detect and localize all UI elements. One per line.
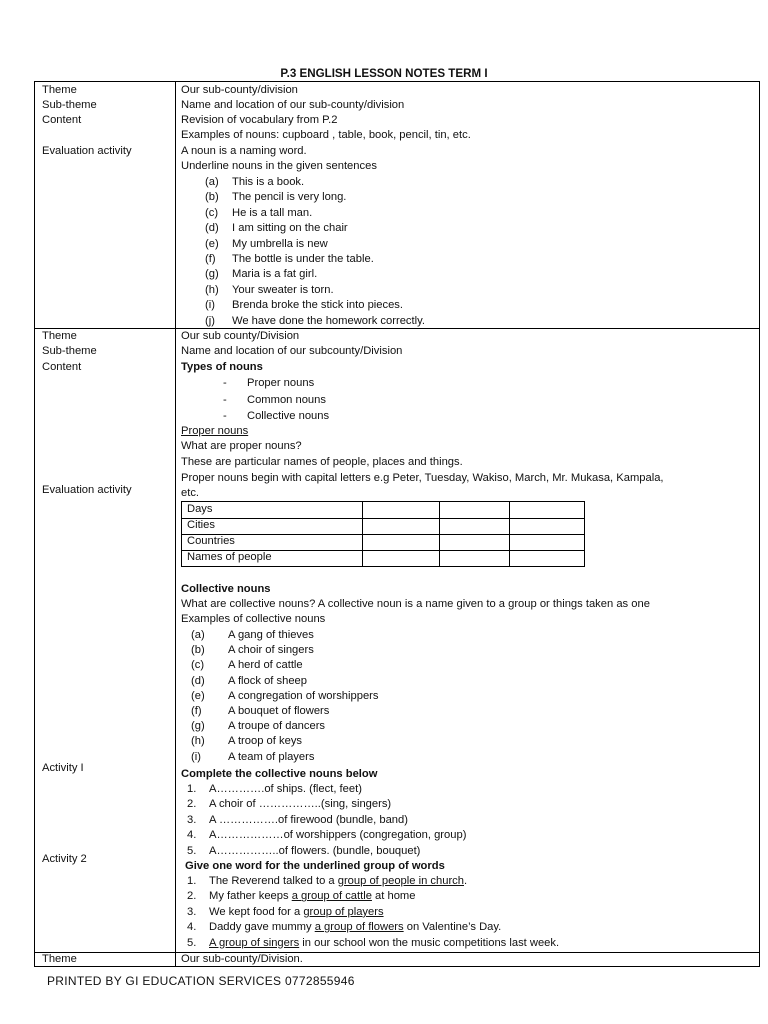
item-number: 3. bbox=[187, 905, 197, 918]
activity-2-item bbox=[187, 905, 384, 920]
proper-nouns-table bbox=[181, 501, 585, 567]
item-marker: (d) bbox=[191, 674, 205, 687]
item-text: A bouquet of flowers bbox=[228, 705, 330, 717]
label-theme: Theme bbox=[42, 84, 77, 96]
subtheme-text: Name and location of our sub-county/division bbox=[181, 99, 405, 111]
item-marker: (g) bbox=[191, 720, 205, 733]
activity-1-item bbox=[187, 797, 391, 812]
item-text: A herd of cattle bbox=[228, 659, 303, 672]
item-text: We have done the homework correctly. bbox=[232, 314, 425, 327]
item-number: 2. bbox=[187, 798, 197, 811]
label-theme: Theme bbox=[42, 330, 77, 342]
sentence-text: The Reverend talked to a bbox=[209, 875, 338, 887]
collective-example bbox=[191, 674, 307, 689]
collective-example bbox=[191, 704, 329, 719]
item-number: 3. bbox=[187, 813, 197, 826]
sentence-text: We kept food for a bbox=[209, 905, 304, 918]
sentence-text: . bbox=[464, 875, 468, 887]
exercise-sentence bbox=[205, 206, 312, 221]
item-number: 1. bbox=[187, 783, 197, 795]
proper-nouns-heading: Proper nouns bbox=[181, 425, 249, 437]
noun-type-item bbox=[205, 393, 326, 408]
label-evaluation-activity: Evaluation activity bbox=[42, 484, 132, 496]
activity-2-item bbox=[187, 920, 501, 935]
item-text: A………………of worshippers (congregation, group) bbox=[209, 829, 467, 842]
activity-2-item bbox=[187, 936, 559, 951]
table-row-divider bbox=[182, 534, 584, 535]
item-marker: (f) bbox=[191, 705, 202, 717]
bullet-dash: - bbox=[223, 377, 227, 389]
noun-type-item bbox=[205, 409, 329, 424]
label-subtheme: Sub-theme bbox=[42, 99, 97, 111]
item-text: The bottle is under the table. bbox=[232, 253, 374, 265]
label-activity-1: Activity I bbox=[42, 762, 84, 774]
item-marker: (e) bbox=[205, 237, 219, 250]
item-text: A troop of keys bbox=[228, 735, 303, 748]
item-marker: (h) bbox=[205, 283, 219, 296]
table-row-label: Days bbox=[187, 503, 213, 515]
activity-1-item bbox=[187, 782, 362, 797]
item-marker: (j) bbox=[205, 314, 215, 327]
examples-text: Examples of nouns: cupboard , table, book, pencil, tin, etc. bbox=[181, 129, 471, 141]
theme-text: Our sub county/Division bbox=[181, 330, 300, 342]
label-content: Content bbox=[42, 361, 82, 373]
activity-1-instruction: Complete the collective nouns below bbox=[181, 768, 378, 780]
collective-example bbox=[191, 750, 314, 765]
label-evaluation-activity: Evaluation activity bbox=[42, 145, 132, 157]
exercise-sentence bbox=[205, 190, 346, 205]
item-text: He is a tall man. bbox=[232, 206, 313, 219]
exercise-sentence bbox=[205, 283, 334, 298]
sentence-text: at home bbox=[371, 890, 416, 903]
activity-1-item bbox=[187, 844, 420, 859]
collective-example bbox=[191, 719, 325, 734]
item-number: 5. bbox=[187, 936, 197, 949]
item-text: My umbrella is new bbox=[232, 237, 328, 250]
underlined-phrase: a group of flowers bbox=[314, 921, 404, 934]
sentence-text: in our school won the music competitions last week. bbox=[299, 936, 560, 949]
item-marker: (c) bbox=[205, 206, 219, 219]
document-title: P.3 ENGLISH LESSON NOTES TERM I bbox=[280, 67, 488, 80]
label-activity-2: Activity 2 bbox=[42, 853, 87, 865]
table-row-label: Names of people bbox=[187, 551, 272, 563]
underlined-phrase: group of people in church bbox=[337, 875, 464, 887]
activity-1-item bbox=[187, 813, 408, 828]
item-marker: (d) bbox=[205, 222, 219, 235]
exercise-sentence bbox=[205, 267, 317, 282]
bullet-dash: - bbox=[223, 393, 227, 406]
item-text: A gang of thieves bbox=[228, 629, 314, 641]
item-text: This is a book. bbox=[232, 176, 305, 188]
theme-text: Our sub-county/division bbox=[181, 84, 298, 96]
table-row-label: Cities bbox=[187, 519, 215, 531]
item-text: A congregation of worshippers bbox=[228, 689, 379, 702]
item-text: A …………….of firewood (bundle, band) bbox=[209, 813, 408, 826]
proper-nouns-rule: Proper nouns begin with capital letters e.g Peter, Tuesday, Wakiso, March, Mr. Mukasa, Kampala, bbox=[181, 472, 664, 484]
activity-2-instruction: Give one word for the underlined group of words bbox=[185, 860, 445, 872]
sentence-text: on Valentine’s Day. bbox=[403, 921, 502, 934]
subtheme-text: Name and location of our subcounty/Division bbox=[181, 345, 403, 357]
item-marker: (i) bbox=[191, 750, 201, 763]
collective-example bbox=[191, 734, 302, 749]
footer-printer-credit: PRINTED BY GI EDUCATION SERVICES 0772855946 bbox=[47, 974, 355, 988]
collective-nouns-heading: Collective nouns bbox=[181, 583, 271, 595]
item-text: Collective nouns bbox=[247, 410, 330, 422]
underlined-phrase: a group of cattle bbox=[291, 890, 372, 903]
item-marker: (h) bbox=[191, 735, 205, 748]
collective-nouns-question: What are collective nouns? A collective noun is a name given to a group or things taken as one bbox=[181, 598, 650, 610]
underlined-phrase: A group of singers bbox=[209, 936, 300, 949]
exercise-sentence bbox=[205, 221, 348, 236]
item-text: Maria is a fat girl. bbox=[232, 268, 318, 281]
exercise-sentence bbox=[205, 175, 304, 190]
content-text: Revision of vocabulary from P.2 bbox=[181, 114, 338, 126]
column-divider bbox=[175, 82, 176, 966]
item-marker: (g) bbox=[205, 268, 219, 281]
table-row-label: Countries bbox=[187, 535, 235, 547]
item-text: A troupe of dancers bbox=[228, 720, 326, 733]
collective-example bbox=[191, 658, 303, 673]
item-text: A flock of sheep bbox=[228, 674, 307, 687]
instruction-text: Underline nouns in the given sentences bbox=[181, 160, 377, 172]
exercise-sentence bbox=[205, 314, 425, 329]
item-text: Brenda broke the stick into pieces. bbox=[232, 299, 404, 312]
section-divider bbox=[35, 952, 759, 953]
activity-1-item bbox=[187, 828, 466, 843]
item-number: 5. bbox=[187, 844, 197, 857]
item-marker: (e) bbox=[191, 689, 205, 702]
item-marker: (a) bbox=[191, 629, 205, 641]
item-marker: (i) bbox=[205, 299, 215, 312]
item-marker: (c) bbox=[191, 659, 205, 672]
item-text: A………….of ships. (flect, feet) bbox=[209, 783, 362, 795]
exercise-sentence bbox=[205, 252, 374, 267]
collective-example bbox=[191, 643, 314, 658]
underlined-phrase: group of players bbox=[303, 905, 384, 918]
noun-definition: A noun is a naming word. bbox=[181, 145, 307, 157]
exercise-sentence bbox=[205, 298, 403, 313]
item-number: 2. bbox=[187, 890, 197, 903]
bullet-dash: - bbox=[223, 410, 227, 422]
exercise-sentence bbox=[205, 237, 328, 252]
label-content: Content bbox=[42, 114, 82, 126]
item-number: 4. bbox=[187, 829, 197, 842]
item-text: Your sweater is torn. bbox=[232, 283, 334, 296]
item-text: The pencil is very long. bbox=[232, 191, 347, 204]
item-marker: (b) bbox=[191, 644, 205, 657]
proper-nouns-question: What are proper nouns? bbox=[181, 440, 302, 452]
table-row-divider bbox=[182, 518, 584, 519]
item-text: Common nouns bbox=[247, 393, 326, 406]
item-number: 1. bbox=[187, 875, 197, 887]
item-text: Proper nouns bbox=[247, 377, 315, 389]
activity-2-item bbox=[187, 874, 467, 889]
item-marker: (b) bbox=[205, 191, 219, 204]
item-marker: (f) bbox=[205, 253, 216, 265]
item-text: A team of players bbox=[228, 750, 315, 763]
item-text: A……………..of flowers. (bundle, bouquet) bbox=[209, 844, 421, 857]
item-number: 4. bbox=[187, 921, 197, 934]
collective-example bbox=[191, 628, 314, 643]
sentence-text: Daddy gave mummy bbox=[209, 921, 315, 934]
label-theme: Theme bbox=[42, 953, 77, 965]
noun-type-item bbox=[205, 376, 314, 391]
proper-nouns-definition: These are particular names of people, places and things. bbox=[181, 456, 463, 468]
item-text: A choir of singers bbox=[228, 644, 314, 657]
item-text: I am sitting on the chair bbox=[232, 222, 348, 235]
theme-text: Our sub-county/Division. bbox=[181, 953, 303, 965]
proper-nouns-rule-continued: etc. bbox=[181, 487, 200, 499]
collective-example bbox=[191, 689, 379, 704]
item-text: A choir of ……………..(sing, singers) bbox=[209, 798, 392, 811]
collective-examples-heading: Examples of collective nouns bbox=[181, 613, 326, 625]
sentence-text: My father keeps bbox=[209, 890, 292, 903]
activity-2-item bbox=[187, 889, 415, 904]
label-subtheme: Sub-theme bbox=[42, 345, 97, 357]
lesson-notes-table bbox=[34, 81, 760, 967]
item-marker: (a) bbox=[205, 176, 219, 188]
types-of-nouns-heading: Types of nouns bbox=[181, 361, 263, 373]
